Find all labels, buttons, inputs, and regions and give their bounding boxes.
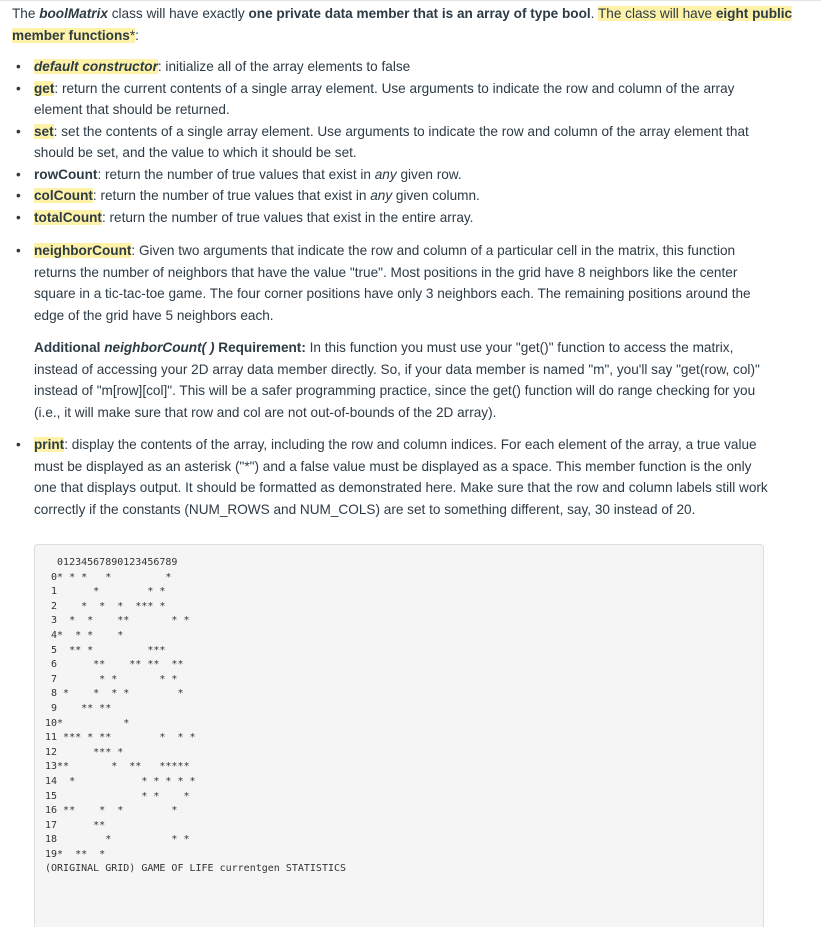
function-name: colCount xyxy=(34,188,93,203)
function-name: set xyxy=(34,123,54,139)
neighbor-list xyxy=(0,240,774,326)
intro-paragraph: The boolMatrix class will have exactly one private data member that is an array of type bool. The class will have eight public member functions*: xyxy=(12,6,793,43)
function-name: rowCount xyxy=(34,166,98,182)
function-name: neighborCount xyxy=(34,243,132,258)
list-item: • colCount: return the number of true values that exist in any given column. xyxy=(0,185,774,207)
list-item xyxy=(0,207,774,229)
private-member-emphasis: one private data member that is an array of type bool xyxy=(248,6,591,21)
list-item xyxy=(0,240,774,326)
function-desc: : display the contents of the array, including the row and column indices. For each element of the array, a true value must be displayed as an asterisk ("*") and a false value must be displayed as a space. This member function is the only one that displays output. It should be formatted as demonstrated here. Make sure that the row and column labels still work correctly if the constants (NUM_ROWS and NUM_COLS) are set to something different, say, 30 instead of 20. xyxy=(34,437,768,517)
neighbor-requirement: Additional neighborCount( ) Requirement: In this function you must use your "get()" function to access the matrix, instead of accessing your 2D array data member directly. So, if your data member is named "m", you'll say "get(row, col)" instead of "m[row][col]". This will be a safer programming practice, since the get() function will do range checking for you (i.e., it will make sure that row and col are not out-of-bounds of the 2D array). xyxy=(34,340,760,420)
list-item: • rowCount: return the number of true values that exist in any given row. xyxy=(0,164,774,186)
intro-text: The xyxy=(12,6,40,21)
intro-text: . xyxy=(590,6,598,21)
requirement-text: In this function you must use your "get()" function to access the matrix, instead of accessing your 2D array data member directly. So, if your data member is named "m", you'll say "get(row, col)" instead of "m[row][col]". This will be a safer programming practice, since the get() function will do range checking for you (i.e., it will make sure that row and col are not out-of-bounds of the 2D array). xyxy=(34,340,760,420)
top-divider xyxy=(0,0,821,1)
list-item xyxy=(0,56,774,78)
function-name: get xyxy=(34,80,55,96)
function-name: totalCount xyxy=(34,209,102,225)
print-list xyxy=(0,434,774,520)
function-desc: : return the number of true values that exist in the entire array. xyxy=(101,209,474,225)
intro-text: class will have exactly xyxy=(107,6,249,21)
function-desc: : set the contents of a single array element. Use arguments to indicate the row and column of the array element that should be set, and the value to which it should be set. xyxy=(34,123,749,160)
list-item xyxy=(0,78,774,121)
function-desc: : initialize all of the array elements to false xyxy=(157,59,411,74)
highlighted-text: The class will have eight public member functions* xyxy=(12,6,793,43)
function-name: print xyxy=(34,437,65,452)
list-item xyxy=(0,121,774,164)
sample-output-block xyxy=(34,544,764,927)
list-item xyxy=(0,434,774,520)
class-name: boolMatrix xyxy=(39,6,108,21)
function-desc: : return the current contents of a single array element. Use arguments to indicate the row and column of the array element that should be returned. xyxy=(34,80,735,117)
sample-output-text: 01234567890123456789 0* * * * * 1 * * * 2 * * * *** * 3 * * ** * * 4* * * * 5 ** * *** 6 ** ** ** ** 7 * * * * 8 * * * * * 9 ** ** 10* * 11 *** * ** * * * 12 *** * 13** * ** ***** 14 * * * * * * 15 * * * 16 ** * * * 17 ** 18 * * * 19* ** * (ORIGINAL GRID) GAME OF LIFE currentgen STATISTICS xyxy=(45,557,347,875)
function-name: default constructor xyxy=(34,59,158,74)
function-desc: : Given two arguments that indicate the row and column of a particular cell in the matrix, this function returns the number of neighbors that have the value "true". Most positions in the grid have 8 neighbors like the center square in a tic-tac-toe game. The four corner positions have only 3 neighbors each. The remaining positions around the edge of the grid have 5 neighbors each. xyxy=(34,243,751,323)
function-list xyxy=(0,56,774,228)
